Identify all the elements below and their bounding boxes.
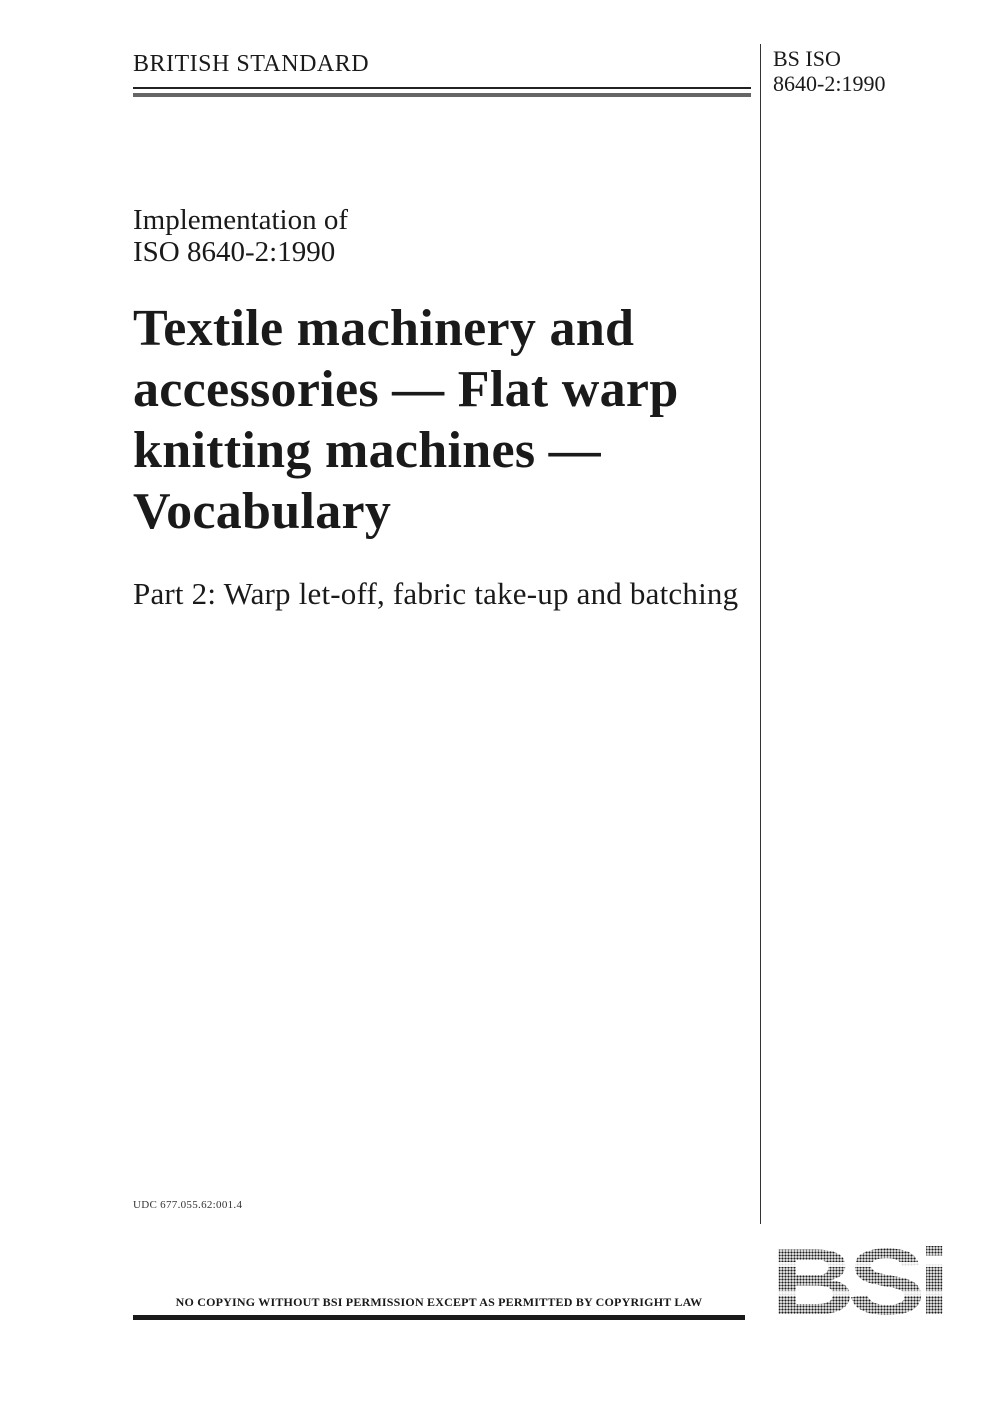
title-line2: accessories — Flat warp bbox=[133, 361, 679, 418]
document-title bbox=[133, 298, 753, 542]
implementation-line2: ISO 8640-2:1990 bbox=[133, 236, 336, 268]
udc-code: UDC 677.055.62:001.4 bbox=[133, 1199, 243, 1211]
header-rule-thick bbox=[133, 93, 751, 97]
copyright-notice: NO COPYING WITHOUT BSI PERMISSION EXCEPT AS PERMITTED BY COPYRIGHT LAW bbox=[175, 1295, 703, 1309]
header-rules bbox=[133, 87, 751, 99]
footer-rule bbox=[133, 1315, 745, 1320]
bsi-logo bbox=[769, 1242, 945, 1318]
implementation-line1: Implementation of bbox=[133, 204, 349, 236]
standard-number-line1: BS ISO bbox=[773, 46, 841, 71]
vertical-divider bbox=[760, 44, 761, 1224]
title-line1: Textile machinery and bbox=[133, 300, 635, 357]
standard-number bbox=[773, 46, 885, 96]
title-line4: Vocabulary bbox=[133, 483, 392, 540]
title-line3: knitting machines — bbox=[133, 422, 601, 479]
document-subtitle: Part 2: Warp let-off, fabric take-up and batching bbox=[133, 576, 739, 611]
header-rule-thin bbox=[133, 87, 751, 89]
implementation-note bbox=[133, 204, 733, 268]
standard-number-line2: 8640-2:1990 bbox=[773, 71, 886, 96]
series-label: BRITISH STANDARD bbox=[133, 51, 370, 77]
